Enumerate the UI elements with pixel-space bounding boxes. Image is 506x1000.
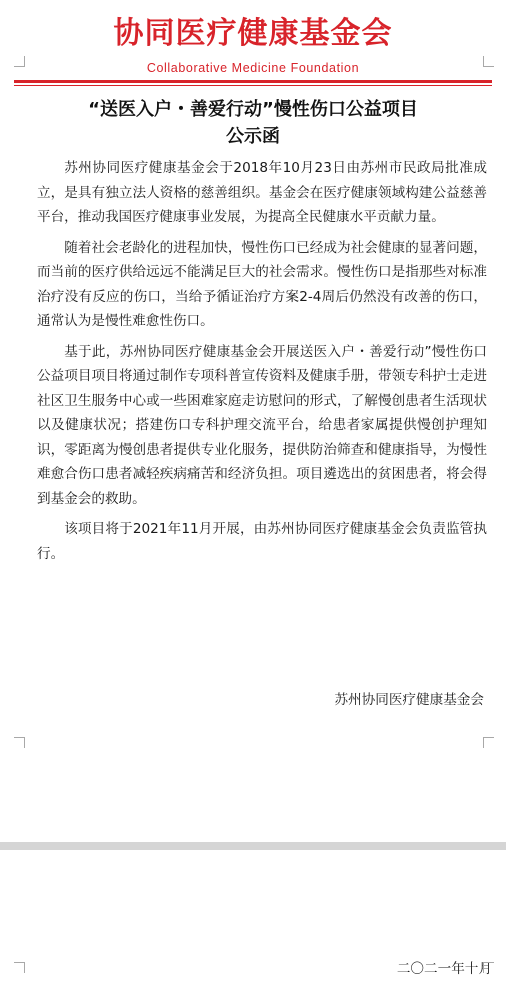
document-date: 二〇二一年十月 [396,961,492,977]
body-paragraph: 苏州协同医疗健康基金会于2018年10月23日由苏州市民政局批准成立，是具有独立法人资格的慈善组织。基金会在医疗健康领域构建公益慈善平台，推动我国医疗健康事业发展，为提高全民健康水平贡献力量。 [37,160,487,225]
document-title-line: 公示函 [226,126,280,147]
margin-corner-mark [483,737,494,748]
margin-corner-mark [483,56,494,67]
header-rule-thin [14,85,492,86]
document-title [0,96,506,150]
signature-org: 苏州协同医疗健康基金会 [334,692,484,708]
margin-corner-mark [14,962,25,973]
margin-corner-mark [14,56,25,67]
org-name: 协同医疗健康基金会 [113,16,393,51]
body-paragraph: 基于此，苏州协同医疗健康基金会开展送医入户・善爱行动”慢性伤口公益项目项目将通过制作专项科普宣传资料及健康手册，带领专科护士走进社区卫生服务中心或一些困难家庭走访慰问的形式，了解慢创患者生活现状以及健康状况；搭建伤口专科护理交流平台，给患者家属提供慢创护理知识，零距离为慢创患者提供专业化服务，提供防治筛查和健康指导，为慢性难愈合伤口患者减轻疾病痛苦和经济负担。项目遴选出的贫困患者，将会得到基金会的救助。 [37,343,487,507]
header-rule-thick [14,80,492,83]
page-break [0,842,506,850]
margin-corner-mark [14,737,25,748]
body-paragraph: 随着社会老龄化的进程加快，慢性伤口已经成为社会健康的显著问题，而当前的医疗供给远远不能满足巨大的社会需求。慢性伤口是指那些对标准治疗没有反应的伤口，当给予循证治疗方案2-4周后仍然没有改善的伤口，通常认为是慢性难愈性伤口。 [37,239,487,329]
document-title-line: “送医入户・善爱行动”慢性伤口公益项目 [88,99,418,120]
body-paragraph: 该项目将于2021年11月开展，由苏州协同医疗健康基金会负责监管执行。 [37,521,487,562]
org-name-english: Collaborative Medicine Foundation [146,61,360,75]
document-body [37,156,487,572]
margin-corner-mark [483,962,494,973]
